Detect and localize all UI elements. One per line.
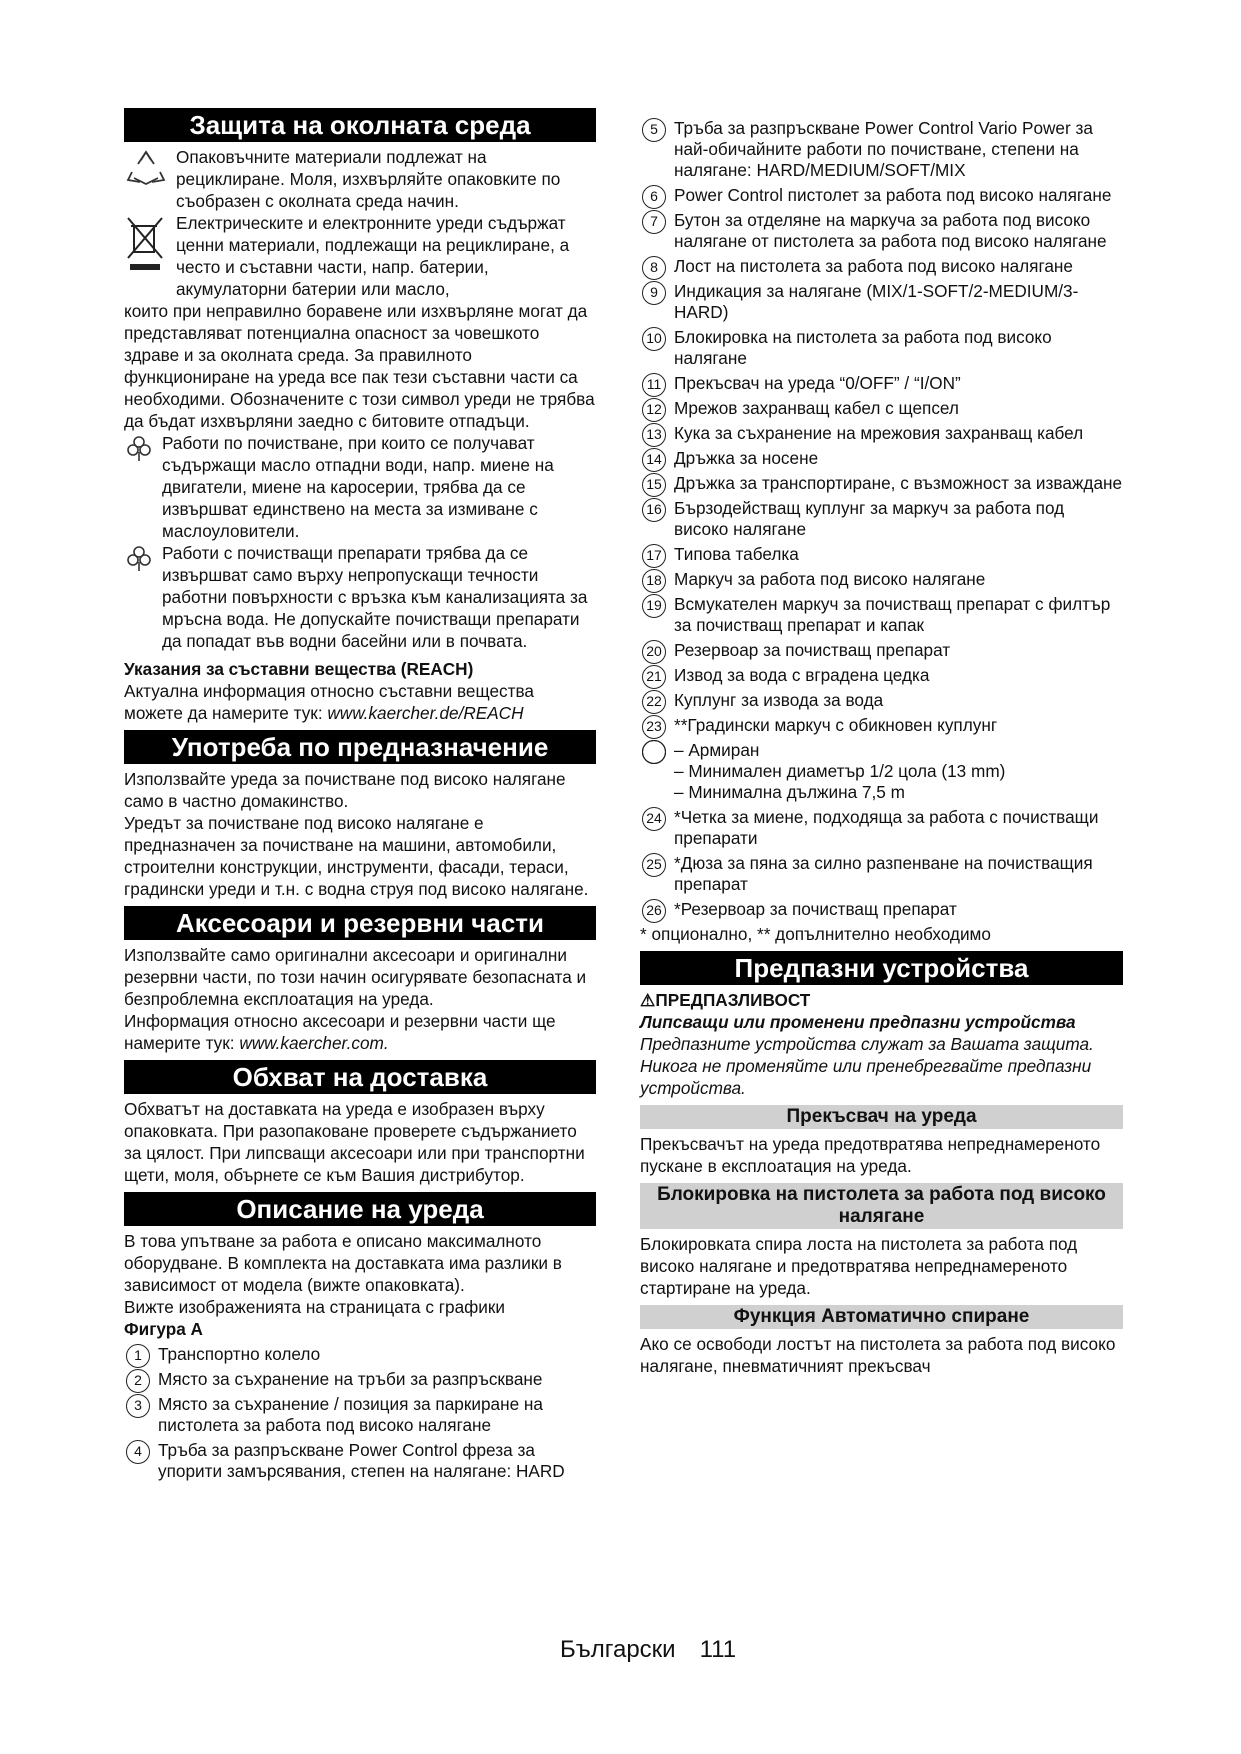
item-text: Резервоар за почистващ препарат: [674, 640, 951, 660]
item-text: Лост на пистолета за работа под високо налягане: [674, 256, 1073, 276]
left-column: [124, 106, 596, 1482]
subheading-gun-lock: Блокировка на пистолета за работа под високо налягане: [640, 1183, 1123, 1229]
accessories-p1: Използвайте само оригинални аксесоари и оригинални резервни части, по този начин осигурявате безопасната и безпроблемна експлоатация на уреда.: [124, 945, 587, 1009]
item-text: Мрежов захранващ кабел с щепсел: [674, 398, 959, 418]
list-item: [640, 715, 1123, 736]
intended-use-p2: Уредът за почистване под високо налягане е предназначен за почистване на машини, автомобили, строителни конструкции, инструменти, фасади, тераси, градински уреди и т.н. с водна струя под високо налягане.: [124, 813, 589, 899]
item-number: 23: [642, 715, 666, 739]
oil-drop-icon: [124, 544, 154, 577]
list-item: [640, 690, 1123, 711]
warning-text-2: Никога не променяйте или пренебрегвайте предпазни устройства.: [640, 1056, 1092, 1098]
item-number: 19: [642, 594, 666, 618]
list-item: [640, 807, 1123, 849]
warning-triangle-icon: ⚠: [640, 990, 656, 1010]
list-item: [640, 853, 1123, 895]
item-number: 12: [642, 398, 666, 422]
section-heading-environment: Защита на околната среда: [124, 108, 596, 142]
hose-spec: – Минимален диаметър 1/2 цола (13 mm): [674, 761, 1006, 781]
item-number: 14: [642, 448, 666, 472]
list-item: [640, 544, 1123, 565]
item-text: Типова табелка: [674, 544, 799, 564]
hose-spec: – Армиран: [674, 740, 760, 760]
recycle-icon: [124, 148, 168, 193]
item-text: Дръжка за транспортиране, с възможност за изваждане: [674, 473, 1123, 493]
list-item: [640, 473, 1123, 494]
item-text: *Резервоар за почистващ препарат: [674, 899, 957, 919]
item-text: Маркуч за работа под високо налягане: [674, 569, 986, 589]
hose-spec: – Минимална дължина 7,5 m: [674, 782, 905, 802]
device-switch-text: Прекъсвачът на уреда предотвратява непреднамереното пускане в експлоатация на уреда.: [640, 1134, 1101, 1176]
item-number: 22: [642, 690, 666, 714]
right-column: [640, 106, 1123, 1377]
item-text: Бутон за отделяне на маркуча за работа под високо налягане от пистолета за работа под високо налягане: [674, 210, 1107, 251]
item-text: Прекъсвач на уреда “0/OFF” / “I/ON”: [674, 373, 961, 393]
warning-label-text: ПРЕДПАЗЛИВОСТ: [655, 990, 811, 1010]
item-number: 11: [642, 373, 666, 397]
section-heading-scope-of-delivery: Обхват на доставка: [124, 1060, 596, 1094]
item-text: Дръжка за носене: [674, 448, 819, 468]
item-number: 5: [642, 118, 666, 142]
item-text: Транспортно колело: [158, 1344, 321, 1364]
item-text: *Дюза за пяна за силно разпенване на почистващия препарат: [674, 853, 1093, 894]
reach-link[interactable]: www.kaercher.de/REACH: [327, 703, 524, 723]
detergent-note: [124, 542, 596, 652]
item-number: 21: [642, 665, 666, 689]
list-item: [640, 118, 1123, 181]
item-text: Място за съхранение на тръби за разпръскване: [158, 1369, 543, 1389]
weee-text: Електрическите и електронните уреди съдържат ценни материали, подлежащи на рециклиране, а често и съставни части, напр. батерии, акумулаторни батерии или масло,: [176, 213, 570, 299]
item-number: 13: [642, 423, 666, 447]
parts-list-right: [640, 118, 1123, 920]
intended-use-p1: Използвайте уреда за почистване под високо налягане само в частно домакинство.: [124, 769, 566, 811]
list-item: [640, 899, 1123, 920]
section-heading-device-description: Описание на уреда: [124, 1192, 596, 1226]
item-text: Бързодействащ куплунг за маркуч за работа под високо налягане: [674, 498, 1065, 539]
list-item: [124, 1440, 596, 1482]
detergent-text: Работи с почистващи препарати трябва да се извършват само върху непропускащи течности работни повърхности с връзка към канализацията за мръсна вода. Не допускайте почистващи препарати да попадат във водни басейни или в почвата.: [162, 543, 588, 651]
weee-text-continued: които при неправилно боравене или изхвърляне могат да представляват потенциална опасност за човешкото здраве и за околната среда. За правилното функциониране на уреда все пак тези съставни части са необходими. Обозначените с този символ уреди не трябва да бъдат изхвърляни заедно с битовите отпадъци.: [124, 301, 595, 431]
list-item: [640, 210, 1123, 252]
item-number: 24: [642, 807, 666, 831]
oil-note: [124, 432, 596, 542]
list-item: [640, 665, 1123, 686]
list-item: [640, 373, 1123, 394]
list-item: [640, 281, 1123, 323]
section-heading-safety-devices: Предпазни устройства: [640, 951, 1123, 985]
gun-lock-text: Блокировката спира лоста на пистолета за работа под високо налягане и предотвратява непреднамереното стартиране на уреда.: [640, 1234, 1078, 1298]
list-item: [640, 185, 1123, 206]
reach-title: Указания за съставни вещества (REACH): [124, 659, 474, 679]
item-text: **Градински маркуч с обикновен куплунг: [674, 715, 998, 735]
item-number: 18: [642, 569, 666, 593]
warning-text-1: Предпазните устройства служат за Вашата защита.: [640, 1034, 1094, 1054]
item-text: Блокировка на пистолета за работа под високо налягане: [674, 327, 1052, 368]
item-text: Куплунг за извода за вода: [674, 690, 884, 710]
item-text: Всмукателен маркуч за почистващ препарат с филтър за почистващ препарат и капак: [674, 594, 1111, 635]
item-number: 7: [642, 210, 666, 234]
list-item: [640, 569, 1123, 590]
item-number: 25: [642, 853, 666, 877]
page-footer: [560, 1636, 736, 1664]
description-p2: Вижте изображенията на страницата с графики: [124, 1297, 506, 1317]
oil-drop-icon: [124, 434, 154, 467]
crossed-bin-icon: [124, 214, 166, 277]
list-item: [640, 256, 1123, 277]
footer-language: Български: [560, 1636, 676, 1663]
item-number: 3: [126, 1394, 150, 1418]
list-item: [640, 448, 1123, 469]
list-item: [124, 1369, 596, 1390]
subheading-auto-stop: Функция Автоматично спиране: [640, 1305, 1123, 1329]
item-text: Тръба за разпръскване Power Control фреза за упорити замърсявания, степен на налягане: HARD: [158, 1440, 565, 1481]
section-heading-intended-use: Употреба по предназначение: [124, 730, 596, 764]
subheading-device-switch: Прекъсвач на уреда: [640, 1105, 1123, 1129]
accessories-body: Информация относно аксесоари и резервни части ще намерите тук:: [124, 1011, 556, 1053]
item-number: 9: [642, 281, 666, 305]
item-text: Индикация за налягане (MIX/1-SOFT/2-MEDIUM/3-HARD): [674, 281, 1079, 322]
list-item: [640, 398, 1123, 419]
item-number: [642, 740, 666, 764]
item-number: 2: [126, 1369, 150, 1393]
weee-note: [124, 212, 596, 300]
scope-p1: Обхватът на доставката на уреда е изобразен върху опаковката. При разопаковане проверете съдържанието за цялост. При липсващи аксесоари или при транспортни щети, моля, обърнете се към Вашия дистрибутор.: [124, 1099, 585, 1185]
item-number: 4: [126, 1440, 150, 1464]
accessories-link[interactable]: www.kaercher.com.: [239, 1033, 389, 1053]
item-number: 1: [126, 1344, 150, 1368]
list-item: [640, 640, 1123, 661]
auto-stop-text: Ако се освободи лостът на пистолета за работа под високо налягане, пневматичният прекъсвач: [640, 1334, 1116, 1376]
warning-title: Липсващи или променени предпазни устройства: [640, 1012, 1076, 1032]
item-number: 6: [642, 185, 666, 209]
item-number: 10: [642, 327, 666, 351]
item-text: Кука за съхранение на мрежовия захранващ кабел: [674, 423, 1084, 443]
list-item: [640, 594, 1123, 636]
parts-list-left: [124, 1344, 596, 1482]
reach-text: [124, 680, 596, 724]
item-text: *Четка за миене, подходяща за работа с почистващи препарати: [674, 807, 1099, 848]
warning-label: [640, 989, 1123, 1011]
list-item: [640, 423, 1123, 444]
item-number: 20: [642, 640, 666, 664]
item-text: Тръба за разпръскване Power Control Vario Power за най-обичайните работи по почистване, степени на налягане: HARD/MEDIUM/SOFT/MIX: [674, 118, 1093, 180]
legend-note: * опционално, ** допълнително необходимо: [640, 924, 991, 944]
item-text: Power Control пистолет за работа под високо налягане: [674, 185, 1112, 205]
page-number: 111: [699, 1636, 737, 1663]
description-p1: В това упътване за работа е описано максималното оборудване. В комплекта на доставката има разлики в зависимост от модела (вижте опаковката).: [124, 1231, 562, 1295]
item-number: 8: [642, 256, 666, 280]
recycling-text: Опаковъчните материали подлежат на рециклиране. Моля, изхвърляйте опаковките по съобразен с околната среда начин.: [176, 147, 561, 211]
figure-label: Фигура A: [124, 1319, 203, 1339]
oil-text: Работи по почистване, при които се получават съдържащи масло отпадни води, напр. миене на двигатели, миене на каросерии, трябва да се извършват единствено на места за измиване с маслоуловители.: [162, 433, 554, 541]
item-number: 26: [642, 899, 666, 923]
item-number: 17: [642, 544, 666, 568]
item-text: Извод за вода с вградена цедка: [674, 665, 930, 685]
item-text: Място за съхранение / позиция за паркиране на пистолета за работа под високо налягане: [158, 1394, 543, 1435]
recycling-note: [124, 146, 596, 212]
reach-body: Актуална информация относно съставни вещества можете да намерите тук:: [124, 681, 534, 723]
list-item: [124, 1394, 596, 1436]
item-number: 15: [642, 473, 666, 497]
accessories-p2: [124, 1010, 596, 1054]
section-heading-accessories: Аксесоари и резервни части: [124, 906, 596, 940]
item-number: 16: [642, 498, 666, 522]
list-item: [640, 327, 1123, 369]
list-item: [124, 1344, 596, 1365]
list-item: [640, 498, 1123, 540]
